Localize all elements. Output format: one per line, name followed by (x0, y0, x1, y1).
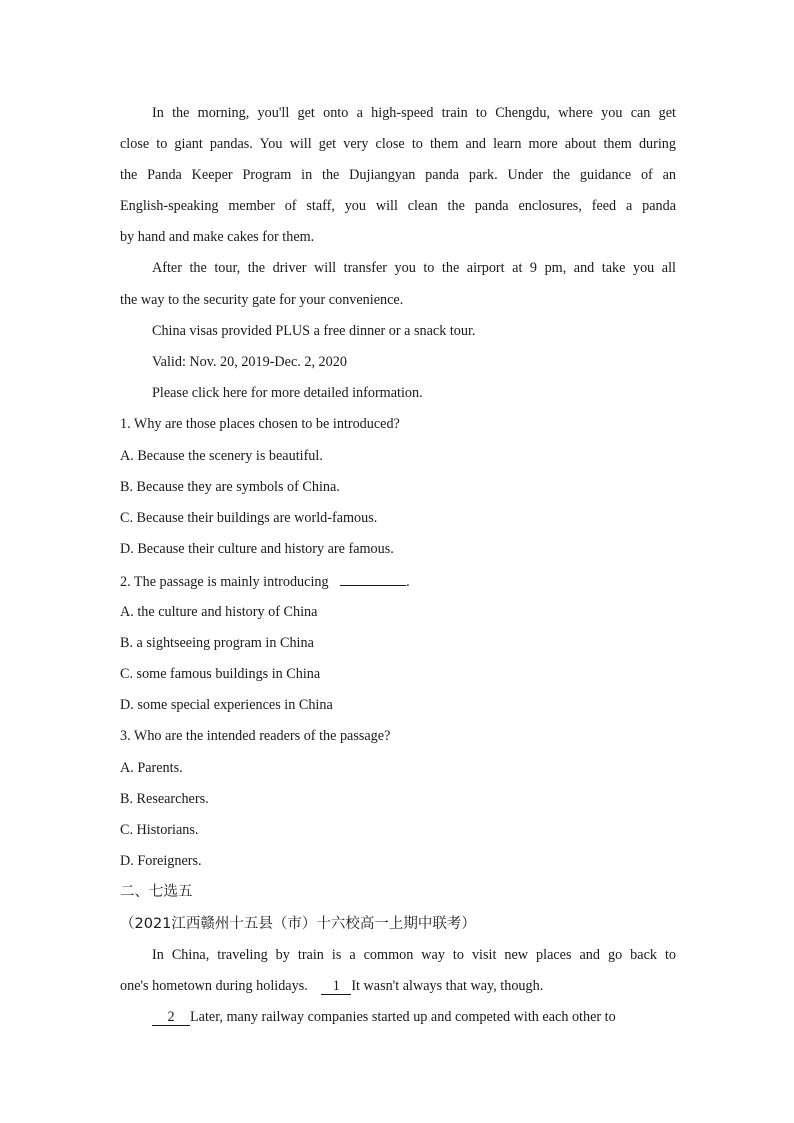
answer-option: D. some special experiences in China (120, 697, 333, 713)
passage-line: In the morning, you'll get onto a high-speed train to Chengdu, where you can get (152, 105, 676, 121)
answer-option: A. the culture and history of China (120, 604, 318, 620)
passage-line-with-blank (152, 1007, 676, 1027)
blank-1: 1 (321, 978, 351, 995)
answer-option: B. a sightseeing program in China (120, 635, 314, 651)
question-stem-text: 2. The passage is mainly introducing (120, 574, 329, 590)
passage-text: one's hometown during holidays. (120, 978, 308, 994)
passage-line: the way to the security gate for your convenience. (120, 292, 404, 308)
answer-option: A. Parents. (120, 760, 183, 776)
answer-option: B. Researchers. (120, 791, 209, 807)
visas-line: China visas provided PLUS a free dinner or a snack tour. (152, 323, 476, 339)
answer-option: C. Because their buildings are world-famous. (120, 510, 378, 526)
blank-2: 2 (152, 1009, 190, 1026)
section-title: 二、七选五 (120, 884, 193, 900)
question-stem: 3. Who are the intended readers of the passage? (120, 728, 391, 744)
answer-option: A. Because the scenery is beautiful. (120, 448, 323, 464)
answer-option: C. Historians. (120, 822, 199, 838)
passage-line: After the tour, the driver will transfer you to the airport at 9 pm, and take you all (152, 260, 676, 276)
passage-line: by hand and make cakes for them. (120, 229, 315, 245)
answer-option: D. Because their culture and history are famous. (120, 541, 394, 557)
question-stem-end: . (406, 574, 410, 590)
answer-option: C. some famous buildings in China (120, 666, 321, 682)
answer-option: B. Because they are symbols of China. (120, 479, 340, 495)
passage-line: the Panda Keeper Program in the Dujiangyan panda park. Under the guidance of an (120, 167, 676, 183)
answer-option: D. Foreigners. (120, 853, 202, 869)
question-stem (120, 570, 676, 592)
passage-text: It wasn't always that way, though. (351, 978, 544, 994)
more-info-line: Please click here for more detailed information. (152, 385, 423, 401)
passage-line: close to giant pandas. You will get very close to them and learn more about them during (120, 136, 676, 152)
question-stem: 1. Why are those places chosen to be introduced? (120, 416, 400, 432)
section-source: （2021江西赣州十五县（市）十六校高一上期中联考） (120, 916, 476, 932)
valid-dates: Valid: Nov. 20, 2019-Dec. 2, 2020 (152, 354, 347, 370)
passage-line-with-blank (120, 976, 676, 996)
passage-text: Later, many railway companies started up and competed with each other to (190, 1009, 616, 1025)
answer-blank (340, 570, 406, 586)
passage-line: In China, traveling by train is a common way to visit new places and go back to (152, 947, 676, 963)
passage-line: English-speaking member of staff, you will clean the panda enclosures, feed a panda (120, 198, 676, 214)
